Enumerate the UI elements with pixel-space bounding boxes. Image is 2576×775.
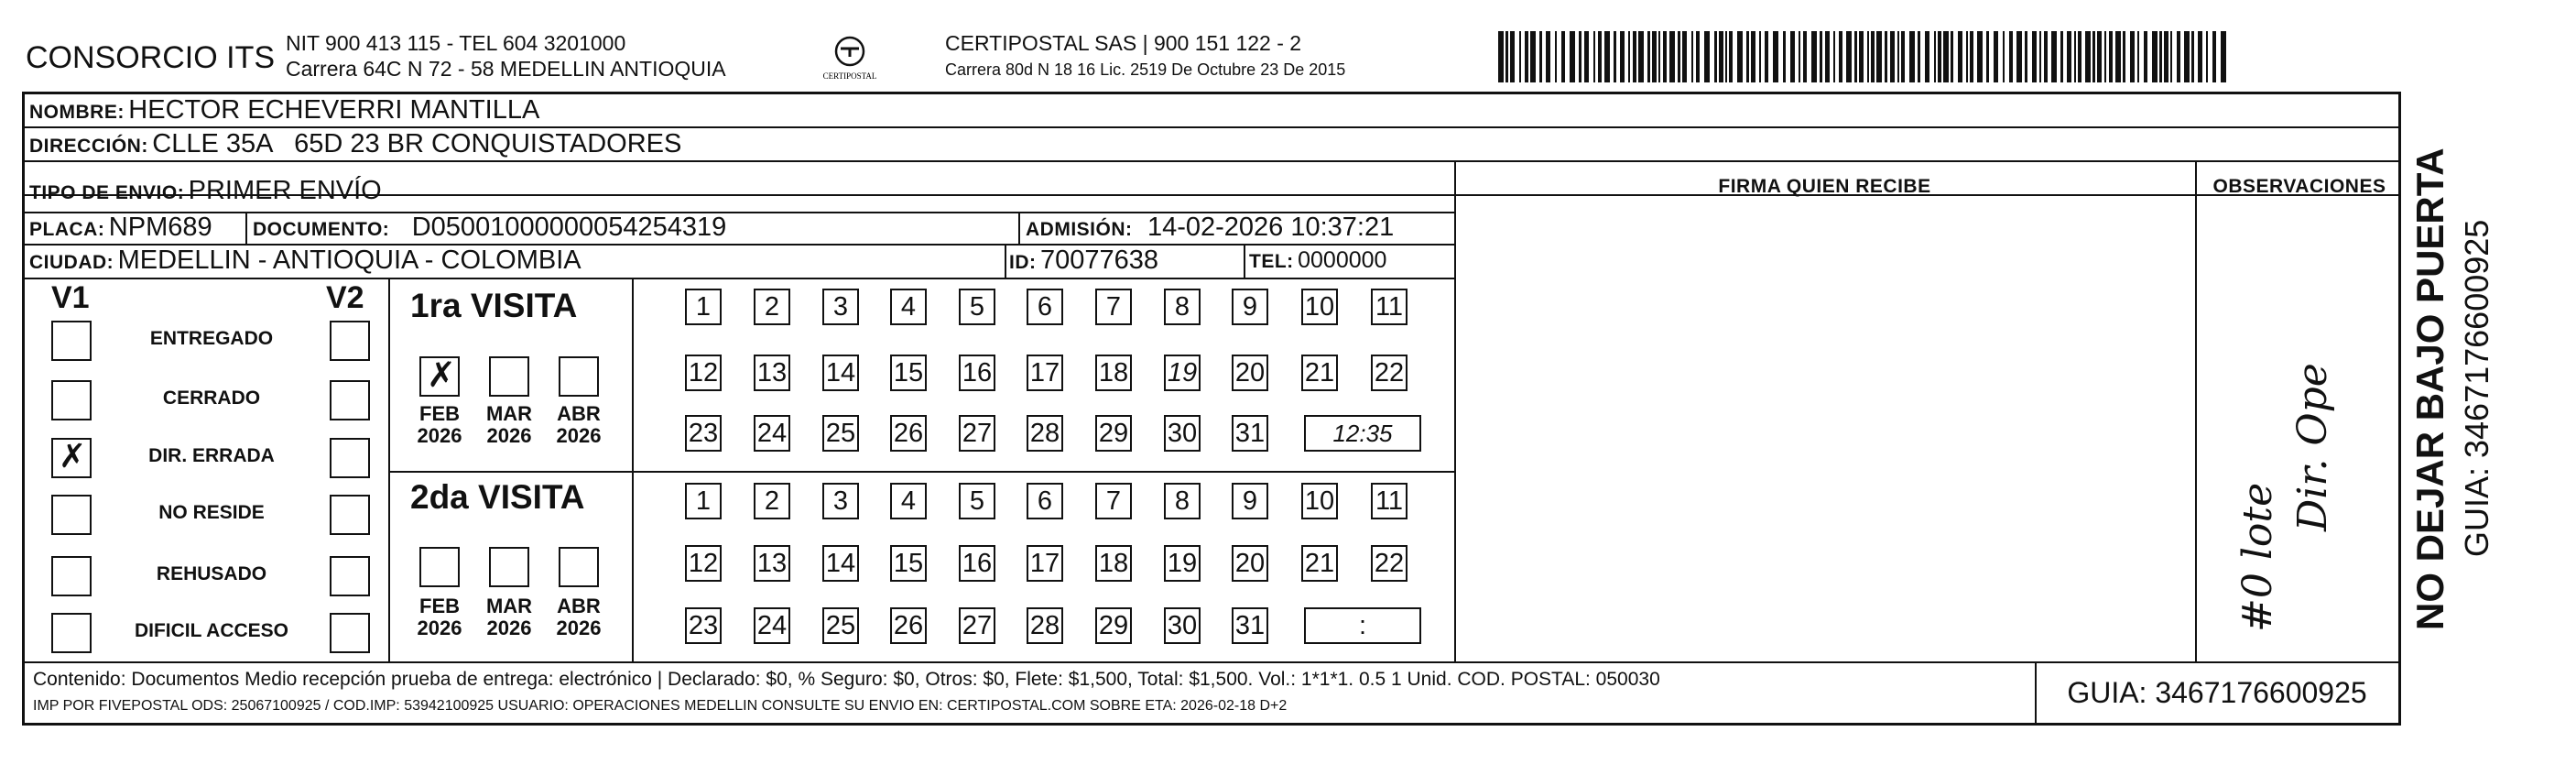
placa-label: PLACA: [29, 219, 105, 240]
second-visit-day-box[interactable]: 20 [1232, 545, 1268, 582]
barcode-bar [1546, 31, 1550, 82]
first-visit-day-box[interactable]: 17 [1027, 355, 1063, 391]
barcode-bar [2003, 31, 2005, 82]
barcode-bar [2164, 31, 2168, 82]
month-name: ABR [557, 595, 601, 617]
barcode-bar [1652, 31, 1657, 82]
company-nit: NIT 900 413 115 - TEL 604 3201000 [286, 31, 626, 55]
barcode-bar [2104, 31, 2106, 82]
second-visit-day-box[interactable]: 6 [1027, 483, 1063, 519]
month-name: FEB [419, 595, 460, 617]
second-visit-day-box[interactable]: 14 [822, 545, 859, 582]
barcode-bar [2170, 31, 2172, 82]
v2-checkbox[interactable] [330, 613, 370, 653]
v2-checkbox[interactable] [330, 380, 370, 420]
nombre-label: NOMBRE: [29, 102, 125, 123]
second-visit-day-box[interactable]: 4 [890, 483, 927, 519]
first-visit-day-box[interactable]: 12 [685, 355, 722, 391]
first-visit-day-box[interactable]: 28 [1027, 415, 1063, 452]
first-visit-time-box[interactable]: 12:35 [1304, 415, 1421, 452]
second-visit-day-box[interactable]: 31 [1232, 607, 1268, 644]
first-visit-month-label [484, 403, 535, 447]
first-visit-day-box[interactable]: 24 [754, 415, 790, 452]
barcode-bar [2060, 31, 2063, 82]
barcode-bar [1994, 31, 1998, 82]
barcode-bar [1977, 31, 1983, 82]
first-visit-day-box[interactable]: 16 [959, 355, 995, 391]
barcode-bar [1647, 31, 1650, 82]
barcode-bar [1682, 31, 1687, 82]
barcode-bar [1555, 31, 1557, 82]
second-visit-month-checkbox[interactable] [419, 547, 460, 587]
barcode-bar [1867, 31, 1869, 82]
first-visit-day-box[interactable]: 11 [1371, 289, 1408, 325]
v1-checkbox[interactable] [51, 321, 92, 361]
first-visit-day-box[interactable]: 31 [1232, 415, 1268, 452]
first-visit-day-box[interactable]: 8 [1164, 289, 1201, 325]
barcode-bar [1897, 31, 1899, 82]
barcode-bar [1678, 31, 1680, 82]
first-visit-day-box[interactable]: 3 [822, 289, 859, 325]
barcode-bar [1951, 31, 1953, 82]
id-label: ID: [1009, 252, 1037, 273]
tel-value: 0000000 [1298, 247, 1387, 273]
placa-row [29, 213, 212, 243]
certipostal-line: CERTIPOSTAL SAS | 900 151 122 - 2 [945, 31, 1302, 55]
month-year: 2026 [486, 424, 532, 447]
observation-line-1: Dir. Ope [2289, 363, 2336, 531]
no-dejar-bajo-puerta: NO DEJAR BAJO PUERTA [2408, 147, 2451, 630]
barcode-bar [2144, 31, 2147, 82]
barcode-bar [1854, 31, 1857, 82]
v1-checkbox[interactable] [51, 495, 92, 535]
second-visit-day-box[interactable]: 15 [890, 545, 927, 582]
barcode-bar [1746, 31, 1749, 82]
barcode-bar [1918, 31, 1920, 82]
barcode-bar [1638, 31, 1644, 82]
barcode-bar [1890, 31, 1895, 82]
certipostal-address: Carrera 80d N 18 16 Lic. 2519 De Octubre 23 De 2015 [945, 60, 1346, 79]
second-visit-day-box[interactable]: 28 [1027, 607, 1063, 644]
footer-contenido: Contenido: Documentos Medio recepción prueba de entrega: electrónico | Declarado: $0, % Seguro: $0, Otros: $0, Flete: $1,500, Total: $1,500. Vol.: 1*1*1. 0.5 1 Unid. COD. POSTAL: 050030 [33, 669, 1660, 690]
barcode-bar [1859, 31, 1864, 82]
first-visit-day-box[interactable]: 9 [1232, 289, 1268, 325]
barcode-bar [1729, 31, 1733, 82]
v2-checkbox[interactable] [330, 438, 370, 478]
barcode-bar [1811, 31, 1817, 82]
barcode-bar [1498, 31, 1504, 82]
v2-checkbox[interactable] [330, 321, 370, 361]
second-visit-day-box[interactable]: 1 [685, 483, 722, 519]
tel-label: TEL: [1249, 251, 1294, 272]
second-visit-month-label [484, 595, 535, 639]
barcode-bar [1584, 31, 1589, 82]
barcode-bar [2044, 31, 2048, 82]
first-visit-month-check-mark: ✗ [427, 355, 456, 395]
barcode-bar [1751, 31, 1755, 82]
barcode-bar [1799, 31, 1800, 82]
barcode-bar [1530, 31, 1536, 82]
first-visit-day-box[interactable]: 29 [1095, 415, 1132, 452]
barcode-bar [2115, 31, 2121, 82]
barcode-bar [2184, 31, 2190, 82]
logo-text: CERTIPOSTAL [822, 71, 877, 81]
first-visit-title: 1ra VISITA [410, 287, 578, 324]
barcode-bar [2198, 31, 2202, 82]
tipo-label: TIPO DE ENVIO: [29, 182, 185, 203]
certipostal-logo [813, 33, 886, 84]
second-visit-day-box[interactable]: 11 [1371, 483, 1408, 519]
second-visit-day-box[interactable]: 26 [890, 607, 927, 644]
barcode-bar [2130, 31, 2135, 82]
ciudad-value: MEDELLIN - ANTIOQUIA - COLOMBIA [117, 246, 582, 275]
barcode-bar [1696, 31, 1700, 82]
barcode-bar [1986, 31, 1989, 82]
second-visit-day-box[interactable]: 3 [822, 483, 859, 519]
barcode-bar [1525, 31, 1528, 82]
barcode-bar [2025, 31, 2027, 82]
company-name: CONSORCIO ITS [26, 40, 276, 75]
footer-imp: IMP POR FIVEPOSTAL ODS: 25067100925 / COD.IMP: 53942100925 USUARIO: OPERACIONES MEDELLIN CONSULTE SU ENVIO EN: CERTIPOSTAL.COM SOBRE ETA: 2026-02-18 D+2 [33, 698, 1288, 714]
ciudad-row [29, 246, 582, 276]
month-year: 2026 [417, 424, 462, 447]
month-name: MAR [485, 595, 533, 617]
barcode-bar [1970, 31, 1973, 82]
status-reason-label: DIR. ERRADA [148, 445, 275, 466]
first-visit-day-box[interactable]: 2 [754, 289, 790, 325]
second-visit-day-box[interactable]: 21 [1301, 545, 1338, 582]
barcode-bar [1846, 31, 1852, 82]
barcode-bar [1658, 31, 1660, 82]
observation-handwriting [2207, 330, 2335, 641]
admision-label: ADMISIÓN: [1026, 219, 1133, 240]
first-visit-day-box[interactable]: 13 [754, 355, 790, 391]
barcode-bar [1510, 31, 1515, 82]
barcode-bar [2137, 31, 2139, 82]
barcode-bar [2109, 31, 2113, 82]
barcode-bar [1579, 31, 1581, 82]
first-visit-day-box[interactable]: 30 [1164, 415, 1201, 452]
barcode-bar [2092, 31, 2095, 82]
barcode-bar [1669, 31, 1675, 82]
month-year: 2026 [417, 617, 462, 639]
ciudad-label: CIUDAD: [29, 252, 114, 273]
barcode-bar [1620, 31, 1625, 82]
status-reason-label: REHUSADO [156, 563, 267, 584]
second-visit-day-box[interactable]: 22 [1371, 545, 1408, 582]
barcode-bar [1790, 31, 1795, 82]
barcode-bar [2206, 31, 2208, 82]
barcode-bar [1714, 31, 1717, 82]
barcode-bar [2159, 31, 2162, 82]
month-name: MAR [485, 402, 533, 425]
barcode-bar [2177, 31, 2180, 82]
id-value: 70077638 [1039, 246, 1158, 275]
status-reason-label: ENTREGADO [149, 328, 274, 349]
barcode-bar [2039, 31, 2041, 82]
v1-checkbox[interactable] [51, 613, 92, 653]
barcode-bar [1633, 31, 1636, 82]
barcode-bar [1691, 31, 1693, 82]
second-visit-month-checkbox[interactable] [559, 547, 599, 587]
barcode-bar [1876, 31, 1882, 82]
documento-value: D05001000000054254319 [411, 213, 727, 242]
v1-check-mark: ✗ [59, 438, 87, 475]
first-visit-day-box[interactable]: 15 [890, 355, 927, 391]
first-visit-day-box[interactable]: 22 [1371, 355, 1408, 391]
second-visit-day-box[interactable]: 16 [959, 545, 995, 582]
first-visit-month-checkbox[interactable] [489, 356, 529, 397]
barcode-bar [1938, 31, 1941, 82]
first-visit-day-box[interactable]: 4 [890, 289, 927, 325]
direccion-label: DIRECCIÓN: [29, 136, 148, 157]
first-visit-day-box[interactable]: 10 [1301, 289, 1338, 325]
second-visit-month-label [414, 595, 465, 639]
barcode-bar [1759, 31, 1761, 82]
second-visit-day-box[interactable]: 10 [1301, 483, 1338, 519]
second-visit-month-checkbox[interactable] [489, 547, 529, 587]
status-reason-label: CERRADO [162, 388, 261, 409]
barcode-bar [1598, 31, 1602, 82]
second-visit-day-box[interactable]: 2 [754, 483, 790, 519]
second-visit-day-box[interactable]: 25 [822, 607, 859, 644]
second-visit-day-box[interactable]: 19 [1164, 545, 1201, 582]
v1-checkbox[interactable] [51, 438, 92, 478]
barcode-bar [1925, 31, 1929, 82]
barcode-bar [2152, 31, 2158, 82]
second-visit-day-box[interactable]: 12 [685, 545, 722, 582]
first-visit-day-box[interactable]: 26 [890, 415, 927, 452]
first-visit-day-box[interactable]: 20 [1232, 355, 1268, 391]
tipo-row [29, 176, 382, 206]
barcode-bar [2067, 31, 2071, 82]
barcode-bar [1943, 31, 1949, 82]
second-visit-day-box[interactable]: 29 [1095, 607, 1132, 644]
first-visit-day-box[interactable]: 27 [959, 415, 995, 452]
barcode-bar [1825, 31, 1830, 82]
first-visit-month-label [414, 403, 465, 447]
nombre-row [29, 95, 539, 126]
v2-checkbox[interactable] [330, 495, 370, 535]
barcode-bar [2016, 31, 2022, 82]
first-visit-day-box[interactable]: 21 [1301, 355, 1338, 391]
barcode-bar [1803, 31, 1807, 82]
barcode-bar [2212, 31, 2216, 82]
barcode-bar [1765, 31, 1768, 82]
barcode-bar [1901, 31, 1905, 82]
first-visit-day-box[interactable]: 6 [1027, 289, 1063, 325]
barcode-bar [1966, 31, 1968, 82]
second-visit-day-box[interactable]: 18 [1095, 545, 1132, 582]
first-visit-month-checkbox[interactable] [419, 356, 460, 397]
barcode-bar [2032, 31, 2037, 82]
second-visit-day-box[interactable]: 5 [959, 483, 995, 519]
barcode-bar [1871, 31, 1875, 82]
barcode-bar [2097, 31, 2102, 82]
barcode [1498, 31, 2231, 82]
id-row [1009, 246, 1158, 276]
barcode-bar [1783, 31, 1786, 82]
tipo-value: PRIMER ENVÍO [188, 176, 382, 205]
v1-checkbox[interactable] [51, 556, 92, 596]
first-visit-day-box[interactable]: 19 [1164, 355, 1201, 391]
first-visit-day-box[interactable]: 14 [822, 355, 859, 391]
barcode-bar [1885, 31, 1887, 82]
second-visit-day-box[interactable]: 17 [1027, 545, 1063, 582]
barcode-bar [2051, 31, 2057, 82]
first-visit-day-box[interactable]: 25 [822, 415, 859, 452]
barcode-bar [2078, 31, 2081, 82]
observaciones-header: OBSERVACIONES [2212, 176, 2386, 197]
barcode-bar [1570, 31, 1575, 82]
barcode-bar [2074, 31, 2076, 82]
second-visit-day-box[interactable]: 8 [1164, 483, 1201, 519]
barcode-bar [1725, 31, 1727, 82]
barcode-bar [2085, 31, 2091, 82]
second-visit-day-box[interactable]: 23 [685, 607, 722, 644]
tel-row [1249, 247, 1386, 274]
nombre-value: HECTOR ECHEVERRI MANTILLA [128, 95, 540, 125]
second-visit-day-box[interactable]: 24 [754, 607, 790, 644]
month-name: FEB [419, 402, 460, 425]
second-visit-title: 2da VISITA [410, 478, 585, 516]
v1-label: V1 [51, 280, 90, 315]
v1-checkbox[interactable] [51, 380, 92, 420]
second-visit-day-box[interactable]: 13 [754, 545, 790, 582]
barcode-bar [1773, 31, 1778, 82]
barcode-bar [1839, 31, 1842, 82]
month-name: ABR [557, 402, 601, 425]
second-visit-day-box[interactable]: 27 [959, 607, 995, 644]
barcode-bar [1614, 31, 1616, 82]
first-visit-day-box[interactable]: 7 [1095, 289, 1132, 325]
barcode-bar [1663, 31, 1667, 82]
side-guia: GUIA: 3467176600925 [2458, 219, 2495, 557]
footer-guia: GUIA: 3467176600925 [2067, 676, 2367, 709]
barcode-bar [1505, 31, 1508, 82]
first-visit-day-box[interactable]: 5 [959, 289, 995, 325]
barcode-bar [1737, 31, 1743, 82]
documento-label: DOCUMENTO: [253, 219, 390, 240]
v2-label: V2 [326, 280, 364, 315]
barcode-bar [1539, 31, 1542, 82]
barcode-bar [1833, 31, 1835, 82]
barcode-bar [1719, 31, 1723, 82]
first-visit-day-box[interactable]: 1 [685, 289, 722, 325]
barcode-bar [1604, 31, 1610, 82]
direccion-row [29, 129, 681, 159]
second-visit-day-box[interactable]: 30 [1164, 607, 1201, 644]
second-visit-month-label [553, 595, 604, 639]
month-year: 2026 [486, 617, 532, 639]
first-visit-day-box[interactable]: 18 [1095, 355, 1132, 391]
second-visit-day-box[interactable]: 9 [1232, 483, 1268, 519]
v2-checkbox[interactable] [330, 556, 370, 596]
barcode-bar [1561, 31, 1565, 82]
barcode-bar [1593, 31, 1595, 82]
admision-value: 14-02-2026 10:37:21 [1147, 213, 1395, 242]
first-visit-day-box[interactable]: 23 [685, 415, 722, 452]
barcode-bar [1519, 31, 1521, 82]
firma-header: FIRMA QUIEN RECIBE [1718, 176, 1931, 197]
barcode-bar [2123, 31, 2125, 82]
barcode-bar [2221, 31, 2226, 82]
second-visit-time-box[interactable]: : [1304, 607, 1421, 644]
month-year: 2026 [556, 617, 602, 639]
month-year: 2026 [556, 424, 602, 447]
first-visit-month-label [553, 403, 604, 447]
placa-value: NPM689 [108, 213, 212, 242]
barcode-bar [2191, 31, 2194, 82]
status-reason-label: DIFICIL ACCESO [134, 620, 288, 641]
documento-row [253, 213, 726, 243]
direccion-value: CLLE 35A 65D 23 BR CONQUISTADORES [152, 129, 682, 158]
admision-row [1026, 213, 1394, 243]
barcode-bar [1934, 31, 1936, 82]
barcode-bar [1820, 31, 1822, 82]
barcode-bar [2009, 31, 2013, 82]
status-reason-label: NO RESIDE [158, 502, 265, 523]
observation-line-2: #0 lote [2234, 482, 2281, 632]
barcode-bar [1628, 31, 1630, 82]
first-visit-month-checkbox[interactable] [559, 356, 599, 397]
company-address: Carrera 64C N 72 - 58 MEDELLIN ANTIOQUIA [286, 57, 726, 81]
barcode-bar [1958, 31, 1962, 82]
barcode-bar [1704, 31, 1710, 82]
second-visit-day-box[interactable]: 7 [1095, 483, 1132, 519]
barcode-bar [1909, 31, 1915, 82]
